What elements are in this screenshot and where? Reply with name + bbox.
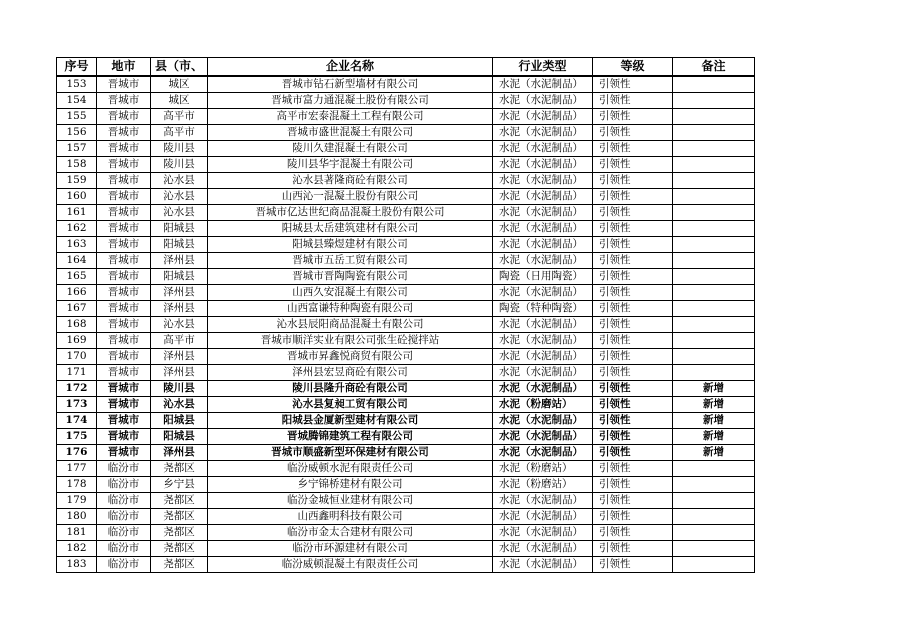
table-row bbox=[57, 109, 755, 125]
cell-no: 180 bbox=[57, 509, 97, 525]
cell-no: 160 bbox=[57, 189, 97, 205]
cell-note bbox=[673, 221, 755, 237]
cell-note bbox=[673, 333, 755, 349]
cell-industry: 水泥（水泥制品） bbox=[493, 333, 593, 349]
table-row bbox=[57, 493, 755, 509]
cell-industry: 水泥（水泥制品） bbox=[493, 413, 593, 429]
cell-city: 晋城市 bbox=[97, 125, 151, 141]
cell-level: 引领性 bbox=[593, 429, 673, 445]
cell-level: 引领性 bbox=[593, 109, 673, 125]
cell-city: 临汾市 bbox=[97, 477, 151, 493]
cell-note bbox=[673, 237, 755, 253]
cell-county: 泽州县 bbox=[151, 445, 208, 461]
cell-level: 引领性 bbox=[593, 397, 673, 413]
cell-county: 尧都区 bbox=[151, 525, 208, 541]
cell-level: 引领性 bbox=[593, 461, 673, 477]
cell-note: 新增 bbox=[673, 381, 755, 397]
cell-note bbox=[673, 125, 755, 141]
cell-company: 临汾市金太合建材有限公司 bbox=[208, 525, 493, 541]
cell-industry: 水泥（水泥制品） bbox=[493, 349, 593, 365]
cell-no: 175 bbox=[57, 429, 97, 445]
table-row bbox=[57, 253, 755, 269]
cell-no: 181 bbox=[57, 525, 97, 541]
cell-county: 泽州县 bbox=[151, 301, 208, 317]
cell-level: 引领性 bbox=[593, 221, 673, 237]
cell-company: 沁水县辰阳商品混凝土有限公司 bbox=[208, 317, 493, 333]
cell-city: 晋城市 bbox=[97, 333, 151, 349]
cell-city: 临汾市 bbox=[97, 493, 151, 509]
table-row bbox=[57, 429, 755, 445]
cell-industry: 水泥（水泥制品） bbox=[493, 557, 593, 573]
cell-industry: 水泥（水泥制品） bbox=[493, 173, 593, 189]
cell-industry: 陶瓷（日用陶瓷） bbox=[493, 269, 593, 285]
cell-industry: 水泥（水泥制品） bbox=[493, 285, 593, 301]
cell-city: 临汾市 bbox=[97, 509, 151, 525]
cell-county: 泽州县 bbox=[151, 285, 208, 301]
table-row bbox=[57, 157, 755, 173]
table-row bbox=[57, 349, 755, 365]
cell-no: 182 bbox=[57, 541, 97, 557]
cell-company: 山西鑫明科技有限公司 bbox=[208, 509, 493, 525]
cell-no: 162 bbox=[57, 221, 97, 237]
cell-note bbox=[673, 301, 755, 317]
cell-company: 晋城市顺盛新型环保建材有限公司 bbox=[208, 445, 493, 461]
cell-company: 沁水县复昶工贸有限公司 bbox=[208, 397, 493, 413]
cell-level: 引领性 bbox=[593, 253, 673, 269]
table-row bbox=[57, 189, 755, 205]
cell-no: 164 bbox=[57, 253, 97, 269]
cell-company: 临汾威顿水泥有限责任公司 bbox=[208, 461, 493, 477]
table-row bbox=[57, 237, 755, 253]
cell-county: 阳城县 bbox=[151, 413, 208, 429]
cell-company: 临汾市环源建材有限公司 bbox=[208, 541, 493, 557]
cell-company: 临汾金城恒业建材有限公司 bbox=[208, 493, 493, 509]
cell-no: 166 bbox=[57, 285, 97, 301]
table-row bbox=[57, 477, 755, 493]
cell-city: 临汾市 bbox=[97, 461, 151, 477]
cell-level: 引领性 bbox=[593, 509, 673, 525]
cell-note bbox=[673, 461, 755, 477]
cell-company: 山西富谦特种陶瓷有限公司 bbox=[208, 301, 493, 317]
cell-no: 178 bbox=[57, 477, 97, 493]
cell-county: 尧都区 bbox=[151, 541, 208, 557]
cell-county: 乡宁县 bbox=[151, 477, 208, 493]
cell-city: 晋城市 bbox=[97, 237, 151, 253]
cell-county: 城区 bbox=[151, 93, 208, 109]
cell-note bbox=[673, 285, 755, 301]
cell-level: 引领性 bbox=[593, 173, 673, 189]
cell-industry: 水泥（水泥制品） bbox=[493, 365, 593, 381]
cell-industry: 水泥（水泥制品） bbox=[493, 125, 593, 141]
cell-county: 沁水县 bbox=[151, 189, 208, 205]
cell-no: 176 bbox=[57, 445, 97, 461]
cell-level: 引领性 bbox=[593, 141, 673, 157]
cell-note bbox=[673, 477, 755, 493]
cell-city: 晋城市 bbox=[97, 157, 151, 173]
header-no: 序号 bbox=[57, 58, 97, 77]
cell-no: 157 bbox=[57, 141, 97, 157]
cell-company: 晋城市晋陶陶瓷有限公司 bbox=[208, 269, 493, 285]
cell-note bbox=[673, 493, 755, 509]
cell-level: 引领性 bbox=[593, 493, 673, 509]
cell-industry: 水泥（水泥制品） bbox=[493, 525, 593, 541]
cell-city: 晋城市 bbox=[97, 397, 151, 413]
cell-county: 阳城县 bbox=[151, 237, 208, 253]
cell-county: 沁水县 bbox=[151, 397, 208, 413]
table-row bbox=[57, 301, 755, 317]
cell-level: 引领性 bbox=[593, 237, 673, 253]
cell-note bbox=[673, 93, 755, 109]
cell-county: 城区 bbox=[151, 76, 208, 93]
cell-city: 晋城市 bbox=[97, 76, 151, 93]
table-row bbox=[57, 397, 755, 413]
cell-level: 引领性 bbox=[593, 349, 673, 365]
header-industry: 行业类型 bbox=[493, 58, 593, 77]
cell-level: 引领性 bbox=[593, 541, 673, 557]
table-row bbox=[57, 365, 755, 381]
cell-county: 陵川县 bbox=[151, 381, 208, 397]
cell-city: 晋城市 bbox=[97, 205, 151, 221]
cell-company: 陵川县隆升商砼有限公司 bbox=[208, 381, 493, 397]
table-row bbox=[57, 93, 755, 109]
cell-level: 引领性 bbox=[593, 93, 673, 109]
cell-note bbox=[673, 541, 755, 557]
cell-industry: 水泥（水泥制品） bbox=[493, 317, 593, 333]
cell-no: 172 bbox=[57, 381, 97, 397]
table-row bbox=[57, 381, 755, 397]
cell-company: 晋城市顺洋实业有限公司张生砼搅拌站 bbox=[208, 333, 493, 349]
cell-note bbox=[673, 173, 755, 189]
cell-industry: 水泥（水泥制品） bbox=[493, 109, 593, 125]
cell-company: 晋城市五岳工贸有限公司 bbox=[208, 253, 493, 269]
cell-industry: 水泥（水泥制品） bbox=[493, 205, 593, 221]
cell-note bbox=[673, 253, 755, 269]
table-row bbox=[57, 413, 755, 429]
cell-level: 引领性 bbox=[593, 365, 673, 381]
cell-city: 晋城市 bbox=[97, 317, 151, 333]
cell-level: 引领性 bbox=[593, 285, 673, 301]
cell-company: 晋城腾锦建筑工程有限公司 bbox=[208, 429, 493, 445]
table-row bbox=[57, 221, 755, 237]
cell-industry: 水泥（水泥制品） bbox=[493, 445, 593, 461]
cell-company: 陵川久建混凝土有限公司 bbox=[208, 141, 493, 157]
cell-city: 晋城市 bbox=[97, 349, 151, 365]
cell-no: 153 bbox=[57, 76, 97, 93]
table-row bbox=[57, 541, 755, 557]
table-row bbox=[57, 317, 755, 333]
cell-note: 新增 bbox=[673, 413, 755, 429]
cell-city: 晋城市 bbox=[97, 429, 151, 445]
table-row bbox=[57, 125, 755, 141]
cell-level: 引领性 bbox=[593, 157, 673, 173]
cell-city: 晋城市 bbox=[97, 93, 151, 109]
table-row bbox=[57, 141, 755, 157]
cell-level: 引领性 bbox=[593, 477, 673, 493]
cell-note bbox=[673, 349, 755, 365]
cell-no: 179 bbox=[57, 493, 97, 509]
cell-county: 陵川县 bbox=[151, 141, 208, 157]
cell-note: 新增 bbox=[673, 445, 755, 461]
cell-county: 陵川县 bbox=[151, 157, 208, 173]
cell-city: 晋城市 bbox=[97, 413, 151, 429]
cell-note bbox=[673, 525, 755, 541]
header-row bbox=[57, 58, 755, 77]
cell-note bbox=[673, 317, 755, 333]
cell-note bbox=[673, 76, 755, 93]
cell-city: 晋城市 bbox=[97, 445, 151, 461]
cell-county: 沁水县 bbox=[151, 173, 208, 189]
cell-note bbox=[673, 141, 755, 157]
cell-level: 引领性 bbox=[593, 269, 673, 285]
cell-county: 泽州县 bbox=[151, 349, 208, 365]
cell-note bbox=[673, 189, 755, 205]
cell-industry: 水泥（水泥制品） bbox=[493, 76, 593, 93]
table-row bbox=[57, 557, 755, 573]
table-row bbox=[57, 509, 755, 525]
enterprise-table bbox=[56, 57, 755, 573]
cell-company: 阳城县太岳建筑建材有限公司 bbox=[208, 221, 493, 237]
table-row bbox=[57, 525, 755, 541]
cell-company: 泽州县宏昱商砼有限公司 bbox=[208, 365, 493, 381]
cell-industry: 水泥（水泥制品） bbox=[493, 381, 593, 397]
cell-level: 引领性 bbox=[593, 525, 673, 541]
header-note: 备注 bbox=[673, 58, 755, 77]
cell-note bbox=[673, 157, 755, 173]
cell-city: 临汾市 bbox=[97, 525, 151, 541]
cell-industry: 水泥（水泥制品） bbox=[493, 157, 593, 173]
cell-county: 阳城县 bbox=[151, 269, 208, 285]
cell-no: 174 bbox=[57, 413, 97, 429]
cell-city: 晋城市 bbox=[97, 301, 151, 317]
cell-note bbox=[673, 205, 755, 221]
cell-industry: 水泥（粉磨站） bbox=[493, 477, 593, 493]
cell-no: 156 bbox=[57, 125, 97, 141]
cell-industry: 水泥（水泥制品） bbox=[493, 493, 593, 509]
cell-county: 高平市 bbox=[151, 125, 208, 141]
cell-industry: 水泥（水泥制品） bbox=[493, 189, 593, 205]
cell-company: 晋城市富力通混凝土股份有限公司 bbox=[208, 93, 493, 109]
cell-county: 尧都区 bbox=[151, 557, 208, 573]
cell-no: 165 bbox=[57, 269, 97, 285]
cell-company: 高平市宏泰混凝土工程有限公司 bbox=[208, 109, 493, 125]
cell-level: 引领性 bbox=[593, 381, 673, 397]
cell-no: 161 bbox=[57, 205, 97, 221]
cell-no: 163 bbox=[57, 237, 97, 253]
cell-no: 169 bbox=[57, 333, 97, 349]
cell-company: 陵川县华宇混凝土有限公司 bbox=[208, 157, 493, 173]
table-row bbox=[57, 445, 755, 461]
cell-industry: 陶瓷（特种陶瓷） bbox=[493, 301, 593, 317]
cell-company: 沁水县著隆商砼有限公司 bbox=[208, 173, 493, 189]
cell-county: 泽州县 bbox=[151, 365, 208, 381]
cell-level: 引领性 bbox=[593, 413, 673, 429]
cell-county: 尧都区 bbox=[151, 509, 208, 525]
cell-industry: 水泥（水泥制品） bbox=[493, 221, 593, 237]
table-row bbox=[57, 333, 755, 349]
header-company: 企业名称 bbox=[208, 58, 493, 77]
header-level: 等级 bbox=[593, 58, 673, 77]
cell-no: 171 bbox=[57, 365, 97, 381]
cell-no: 183 bbox=[57, 557, 97, 573]
cell-county: 尧都区 bbox=[151, 461, 208, 477]
cell-company: 乡宁锦桥建材有限公司 bbox=[208, 477, 493, 493]
table-row bbox=[57, 76, 755, 93]
cell-company: 晋城市亿达世纪商品混凝土股份有限公司 bbox=[208, 205, 493, 221]
cell-city: 晋城市 bbox=[97, 189, 151, 205]
cell-company: 晋城市昇鑫悦商贸有限公司 bbox=[208, 349, 493, 365]
cell-city: 晋城市 bbox=[97, 109, 151, 125]
cell-county: 尧都区 bbox=[151, 493, 208, 509]
cell-level: 引领性 bbox=[593, 301, 673, 317]
cell-industry: 水泥（水泥制品） bbox=[493, 237, 593, 253]
cell-level: 引领性 bbox=[593, 189, 673, 205]
cell-city: 晋城市 bbox=[97, 285, 151, 301]
cell-company: 山西沁一混凝土股份有限公司 bbox=[208, 189, 493, 205]
cell-industry: 水泥（粉磨站） bbox=[493, 461, 593, 477]
cell-county: 阳城县 bbox=[151, 221, 208, 237]
cell-note bbox=[673, 557, 755, 573]
cell-no: 170 bbox=[57, 349, 97, 365]
cell-city: 晋城市 bbox=[97, 253, 151, 269]
cell-level: 引领性 bbox=[593, 317, 673, 333]
cell-county: 泽州县 bbox=[151, 253, 208, 269]
cell-note bbox=[673, 269, 755, 285]
cell-industry: 水泥（水泥制品） bbox=[493, 541, 593, 557]
cell-note bbox=[673, 509, 755, 525]
cell-industry: 水泥（水泥制品） bbox=[493, 253, 593, 269]
cell-industry: 水泥（水泥制品） bbox=[493, 141, 593, 157]
cell-note bbox=[673, 365, 755, 381]
cell-note: 新增 bbox=[673, 397, 755, 413]
cell-level: 引领性 bbox=[593, 76, 673, 93]
cell-company: 山西久安混凝土有限公司 bbox=[208, 285, 493, 301]
cell-industry: 水泥（水泥制品） bbox=[493, 93, 593, 109]
cell-level: 引领性 bbox=[593, 205, 673, 221]
header-city: 地市 bbox=[97, 58, 151, 77]
cell-level: 引领性 bbox=[593, 445, 673, 461]
cell-industry: 水泥（水泥制品） bbox=[493, 509, 593, 525]
cell-city: 晋城市 bbox=[97, 173, 151, 189]
cell-company: 临汾威顿混凝土有限责任公司 bbox=[208, 557, 493, 573]
cell-company: 阳城县金厦新型建材有限公司 bbox=[208, 413, 493, 429]
cell-no: 168 bbox=[57, 317, 97, 333]
cell-no: 155 bbox=[57, 109, 97, 125]
cell-city: 晋城市 bbox=[97, 381, 151, 397]
cell-county: 沁水县 bbox=[151, 317, 208, 333]
cell-city: 晋城市 bbox=[97, 269, 151, 285]
table-row bbox=[57, 461, 755, 477]
cell-city: 临汾市 bbox=[97, 541, 151, 557]
table-row bbox=[57, 269, 755, 285]
table-row bbox=[57, 173, 755, 189]
cell-level: 引领性 bbox=[593, 333, 673, 349]
cell-industry: 水泥（水泥制品） bbox=[493, 429, 593, 445]
cell-county: 高平市 bbox=[151, 333, 208, 349]
cell-level: 引领性 bbox=[593, 125, 673, 141]
cell-level: 引领性 bbox=[593, 557, 673, 573]
header-county: 县（市、 bbox=[151, 58, 208, 77]
cell-city: 晋城市 bbox=[97, 365, 151, 381]
cell-city: 临汾市 bbox=[97, 557, 151, 573]
cell-county: 高平市 bbox=[151, 109, 208, 125]
cell-county: 沁水县 bbox=[151, 205, 208, 221]
cell-no: 177 bbox=[57, 461, 97, 477]
cell-company: 阳城县臻煜建材有限公司 bbox=[208, 237, 493, 253]
cell-note bbox=[673, 109, 755, 125]
cell-note: 新增 bbox=[673, 429, 755, 445]
table-body bbox=[57, 76, 755, 573]
cell-no: 159 bbox=[57, 173, 97, 189]
cell-city: 晋城市 bbox=[97, 141, 151, 157]
cell-company: 晋城市盛世混凝土有限公司 bbox=[208, 125, 493, 141]
cell-no: 173 bbox=[57, 397, 97, 413]
cell-no: 154 bbox=[57, 93, 97, 109]
cell-county: 阳城县 bbox=[151, 429, 208, 445]
cell-no: 158 bbox=[57, 157, 97, 173]
cell-industry: 水泥（粉磨站） bbox=[493, 397, 593, 413]
cell-city: 晋城市 bbox=[97, 221, 151, 237]
table-row bbox=[57, 285, 755, 301]
table-row bbox=[57, 205, 755, 221]
cell-company: 晋城市钻石新型墙材有限公司 bbox=[208, 76, 493, 93]
cell-no: 167 bbox=[57, 301, 97, 317]
